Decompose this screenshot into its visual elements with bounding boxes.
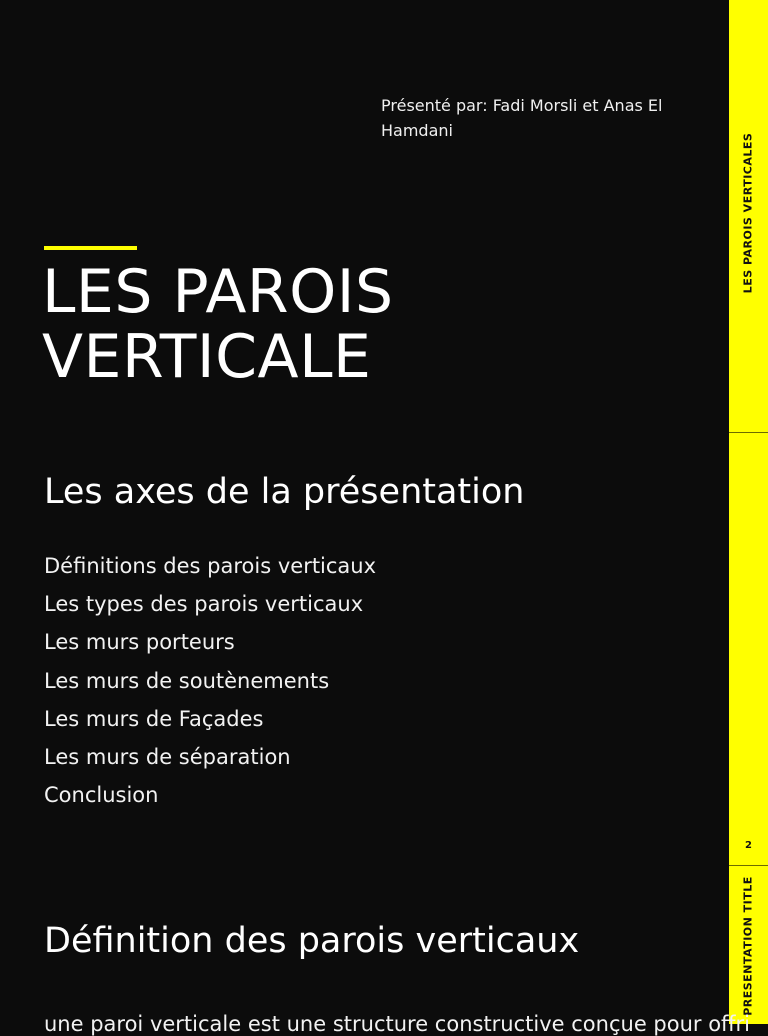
page-title (42, 257, 394, 392)
agenda-item: Les types des parois verticaux (44, 592, 364, 617)
side-divider (729, 432, 768, 433)
agenda-item: Les murs porteurs (44, 630, 235, 655)
presenter-credit: Présenté par: Fadi Morsli et Anas El Hamdani (381, 96, 663, 140)
agenda-item: Conclusion (44, 783, 159, 808)
side-section-label: LES PAROIS VERTICALES (741, 132, 755, 294)
page-number: 2 (745, 840, 752, 851)
agenda-item: Les murs de séparation (44, 745, 291, 770)
side-bar (729, 0, 768, 1024)
agenda-heading: Les axes de la présentation (44, 472, 525, 512)
definition-heading: Définition des parois verticaux (44, 921, 580, 961)
agenda-item: Les murs de soutènements (44, 668, 330, 693)
definition-text: une paroi verticale est une structure constructive conçue pour offri (44, 1012, 750, 1036)
agenda-item: Définitions des parois verticaux (44, 554, 377, 578)
agenda-item: Les murs de Façades (44, 706, 264, 731)
side-presentation-title: PRESENTATION TITLE (741, 876, 755, 1016)
title-line: VERTICALE (42, 322, 372, 392)
agenda-list (44, 547, 376, 814)
title-accent-bar (44, 246, 137, 250)
side-divider (729, 865, 768, 866)
title-line: LES PAROIS (42, 257, 394, 327)
